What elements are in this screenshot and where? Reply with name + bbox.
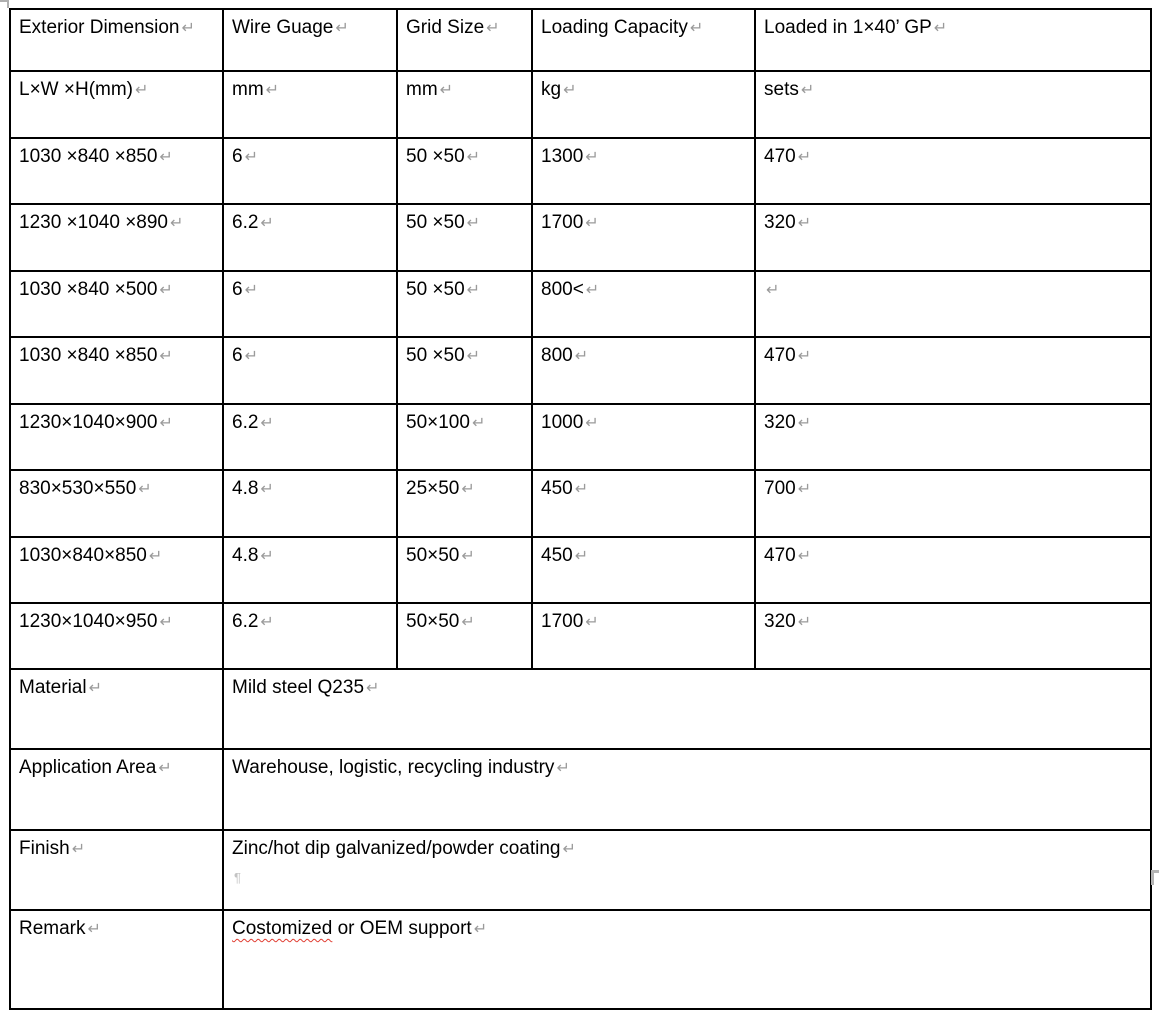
cell-end-mark: ↵	[335, 18, 349, 37]
cell-end-mark: ↵	[563, 80, 577, 99]
cell-value: 1030 ×840 ×850	[19, 345, 158, 366]
cell-value: 50 ×50	[406, 279, 465, 300]
cell-value: 1300	[541, 146, 584, 167]
wire-guage-cell[interactable]	[223, 537, 397, 603]
cell-end-mark: ↵	[138, 479, 152, 498]
cell-end-mark: ↵	[585, 280, 600, 299]
cell-value: 50 ×50	[406, 146, 465, 167]
dimension-cell[interactable]	[10, 470, 223, 537]
loaded-sets-cell[interactable]	[755, 603, 1151, 669]
cell-end-mark: ↵	[88, 678, 102, 697]
cell-value: 6.2	[232, 212, 259, 233]
spec-row-application-area	[10, 749, 1151, 830]
cell-end-mark: ↵	[366, 678, 380, 697]
cell-end-mark: ↵	[466, 346, 481, 365]
loading-capacity-cell[interactable]	[532, 603, 755, 669]
cell-value: 470	[764, 545, 796, 566]
header-cell-grid-size[interactable]	[397, 9, 532, 71]
cell-value: 50 ×50	[406, 345, 465, 366]
spec-value-cell[interactable]	[223, 830, 1151, 910]
spec-label-cell[interactable]	[10, 830, 223, 910]
paragraph-mark: ¶	[234, 870, 241, 885]
header-label: Exterior Dimension	[19, 17, 180, 38]
cell-value: 1230×1040×900	[19, 412, 158, 433]
spec-value-cell[interactable]	[223, 749, 1151, 830]
cell-end-mark: ↵	[473, 919, 488, 938]
wire-guage-cell[interactable]	[223, 404, 397, 470]
cell-end-mark: ↵	[260, 213, 274, 232]
wire-guage-cell[interactable]	[223, 204, 397, 271]
grid-size-cell[interactable]	[397, 537, 532, 603]
cell-value: 830×530×550	[19, 478, 137, 499]
cell-end-mark: ↵	[159, 612, 173, 631]
spec-row-finish	[10, 830, 1151, 910]
units-row	[10, 71, 1151, 138]
cell-end-mark: ↵	[181, 18, 195, 37]
table-row	[10, 204, 1151, 271]
table-row	[10, 404, 1151, 470]
cell-end-mark: ↵	[159, 346, 173, 365]
cell-end-mark: ↵	[87, 919, 101, 938]
cell-end-mark: ↵	[71, 839, 86, 858]
table-row	[10, 537, 1151, 603]
spec-value: Zinc/hot dip galvanized/powder coating	[232, 838, 561, 859]
grid-size-cell[interactable]	[397, 138, 532, 204]
cell-end-mark: ↵	[170, 213, 184, 232]
cell-end-mark: ↵	[260, 612, 274, 631]
unit-cell[interactable]	[755, 71, 1151, 138]
cell-end-mark: ↵	[585, 213, 599, 232]
loaded-sets-cell[interactable]	[755, 404, 1151, 470]
cell-end-mark: ↵	[159, 147, 173, 166]
cell-value: 800<	[541, 279, 584, 300]
loading-capacity-cell[interactable]	[532, 537, 755, 603]
cell-end-mark: ↵	[585, 147, 599, 166]
cell-end-mark: ↵	[797, 546, 812, 565]
spec-label: Remark	[19, 918, 86, 939]
unit-label: mm	[232, 79, 264, 100]
cell-end-mark: ↵	[260, 479, 274, 498]
cell-end-mark: ↵	[159, 413, 173, 432]
cell-end-mark: ↵	[135, 80, 149, 99]
wire-guage-cell[interactable]	[223, 138, 397, 204]
loading-capacity-cell[interactable]	[532, 204, 755, 271]
cell-value: 50×50	[406, 611, 460, 632]
cell-value: 4.8	[232, 478, 259, 499]
product-spec-table	[9, 8, 1152, 1010]
cell-end-mark: ↵	[471, 413, 486, 432]
cell-end-mark: ↵	[461, 612, 475, 631]
header-cell-loading-capacity[interactable]	[532, 9, 755, 71]
cell-value: 320	[764, 611, 796, 632]
cell-value: 470	[764, 146, 796, 167]
cell-end-mark: ↵	[461, 546, 475, 565]
cell-end-mark: ↵	[689, 18, 704, 37]
wire-guage-cell[interactable]	[223, 337, 397, 404]
misspelled-word: Costomized	[232, 918, 333, 939]
cell-value: 50×50	[406, 545, 460, 566]
wire-guage-cell[interactable]	[223, 271, 397, 337]
unit-label: sets	[764, 79, 799, 100]
cell-value: 450	[541, 478, 573, 499]
spec-value-cell[interactable]	[223, 910, 1151, 1009]
cell-value: 6	[232, 279, 243, 300]
table-row	[10, 337, 1151, 404]
table-resize-handle[interactable]	[1151, 870, 1159, 885]
cell-end-mark: ↵	[148, 546, 163, 565]
wire-guage-cell[interactable]	[223, 470, 397, 537]
spec-row-remark	[10, 910, 1151, 1009]
cell-end-mark: ↵	[260, 413, 274, 432]
cell-value: 450	[541, 545, 573, 566]
loading-capacity-cell[interactable]	[532, 138, 755, 204]
dimension-cell[interactable]	[10, 271, 223, 337]
loaded-sets-cell[interactable]	[755, 470, 1151, 537]
grid-size-cell[interactable]	[397, 337, 532, 404]
unit-label: L×W ×H(mm)	[19, 79, 133, 100]
grid-size-cell[interactable]	[397, 603, 532, 669]
cell-end-mark: ↵	[461, 479, 475, 498]
header-cell-loaded-in-40gp[interactable]	[755, 9, 1151, 71]
header-cell-wire-guage[interactable]	[223, 9, 397, 71]
grid-size-cell[interactable]	[397, 470, 532, 537]
cell-value: 470	[764, 345, 796, 366]
cell-end-mark: ↵	[244, 147, 258, 166]
cell-value: 1700	[541, 212, 584, 233]
cell-end-mark: ↵	[244, 280, 258, 299]
cell-value: 320	[764, 212, 796, 233]
loading-capacity-cell[interactable]	[532, 470, 755, 537]
loading-capacity-cell[interactable]	[532, 404, 755, 470]
spec-row-material	[10, 669, 1151, 749]
cell-end-mark: ↵	[933, 18, 948, 37]
cell-end-mark: ↵	[797, 147, 812, 166]
header-label: Loaded in 1×40’ GP	[764, 17, 932, 38]
unit-cell[interactable]	[10, 71, 223, 138]
spec-value: Mild steel Q235	[232, 677, 365, 698]
loading-capacity-cell[interactable]	[532, 337, 755, 404]
cell-end-mark: ↵	[466, 280, 481, 299]
dimension-cell[interactable]	[10, 337, 223, 404]
header-label: Wire Guage	[232, 17, 334, 38]
cell-value: 1700	[541, 611, 584, 632]
table-row	[10, 271, 1151, 337]
header-row	[10, 9, 1151, 71]
cell-value: 6	[232, 345, 243, 366]
cell-value: 1000	[541, 412, 584, 433]
spec-label: Finish	[19, 838, 70, 859]
cell-end-mark: ↵	[797, 346, 812, 365]
header-label: Loading Capacity	[541, 17, 688, 38]
cell-value: 6.2	[232, 611, 259, 632]
cell-value: 1230×1040×950	[19, 611, 158, 632]
cell-value: 1030 ×840 ×500	[19, 279, 158, 300]
unit-label: mm	[406, 79, 438, 100]
cell-end-mark: ↵	[159, 280, 173, 299]
spec-label: Material	[19, 677, 87, 698]
loaded-sets-cell[interactable]	[755, 138, 1151, 204]
cell-end-mark: ↵	[800, 80, 815, 99]
cell-value: 1230 ×1040 ×890	[19, 212, 168, 233]
cell-end-mark: ↵	[797, 612, 812, 631]
grid-size-cell[interactable]	[397, 204, 532, 271]
cell-end-mark: ↵	[486, 18, 500, 37]
table-row	[10, 138, 1151, 204]
dimension-cell[interactable]	[10, 204, 223, 271]
cell-value: 6	[232, 146, 243, 167]
loaded-sets-cell[interactable]	[755, 537, 1151, 603]
cell-value: 50×100	[406, 412, 470, 433]
cell-end-mark: ↵	[158, 758, 172, 777]
spec-label-cell[interactable]	[10, 749, 223, 830]
loaded-sets-cell[interactable]	[755, 337, 1151, 404]
cell-end-mark: ↵	[797, 213, 812, 232]
cell-end-mark: ↵	[466, 147, 481, 166]
header-cell-exterior-dimension[interactable]	[10, 9, 223, 71]
cell-end-mark: ↵	[797, 479, 812, 498]
wire-guage-cell[interactable]	[223, 603, 397, 669]
cell-end-mark: ↵	[585, 413, 599, 432]
cell-value: 320	[764, 412, 796, 433]
dimension-cell[interactable]	[10, 138, 223, 204]
spec-label-cell[interactable]	[10, 669, 223, 749]
cell-end-mark: ↵	[265, 80, 280, 99]
spec-label-cell[interactable]	[10, 910, 223, 1009]
dimension-cell[interactable]	[10, 404, 223, 470]
grid-size-cell[interactable]	[397, 271, 532, 337]
loading-capacity-cell[interactable]	[532, 271, 755, 337]
cell-end-mark: ↵	[574, 346, 589, 365]
unit-cell[interactable]	[223, 71, 397, 138]
spec-value: or OEM support	[332, 918, 472, 939]
cell-end-mark: ↵	[585, 612, 599, 631]
cell-end-mark: ↵	[797, 413, 812, 432]
cell-end-mark: ↵	[574, 546, 589, 565]
grid-size-cell[interactable]	[397, 404, 532, 470]
cell-value: 800	[541, 345, 573, 366]
cell-value: 1030 ×840 ×850	[19, 146, 158, 167]
header-label: Grid Size	[406, 17, 485, 38]
cell-value: 4.8	[232, 545, 259, 566]
cell-end-mark: ↵	[562, 839, 576, 858]
spec-label: Application Area	[19, 757, 157, 778]
cell-end-mark: ↵	[439, 80, 454, 99]
spec-value: Warehouse, logistic, recycling industry	[232, 757, 555, 778]
cell-end-mark: ↵	[466, 213, 481, 232]
cell-value: 6.2	[232, 412, 259, 433]
cell-end-mark: ↵	[574, 479, 589, 498]
table-row	[10, 603, 1151, 669]
unit-label: kg	[541, 79, 562, 100]
loaded-sets-cell[interactable]	[755, 204, 1151, 271]
loaded-sets-cell-empty[interactable]	[755, 271, 1151, 337]
spec-value-cell[interactable]	[223, 669, 1151, 749]
cell-value: 25×50	[406, 478, 460, 499]
cell-end-mark: ↵	[556, 758, 570, 777]
cell-end-mark: ↵	[244, 346, 258, 365]
cell-end-mark: ↵	[766, 280, 780, 299]
table-row	[10, 470, 1151, 537]
unit-cell[interactable]	[532, 71, 755, 138]
dimension-cell[interactable]	[10, 537, 223, 603]
unit-cell[interactable]	[397, 71, 532, 138]
cell-end-mark: ↵	[260, 546, 274, 565]
cell-value: 700	[764, 478, 796, 499]
dimension-cell[interactable]	[10, 603, 223, 669]
cell-value: 1030×840×850	[19, 545, 147, 566]
cell-value: 50 ×50	[406, 212, 465, 233]
table-move-handle-fragment[interactable]	[0, 0, 9, 8]
